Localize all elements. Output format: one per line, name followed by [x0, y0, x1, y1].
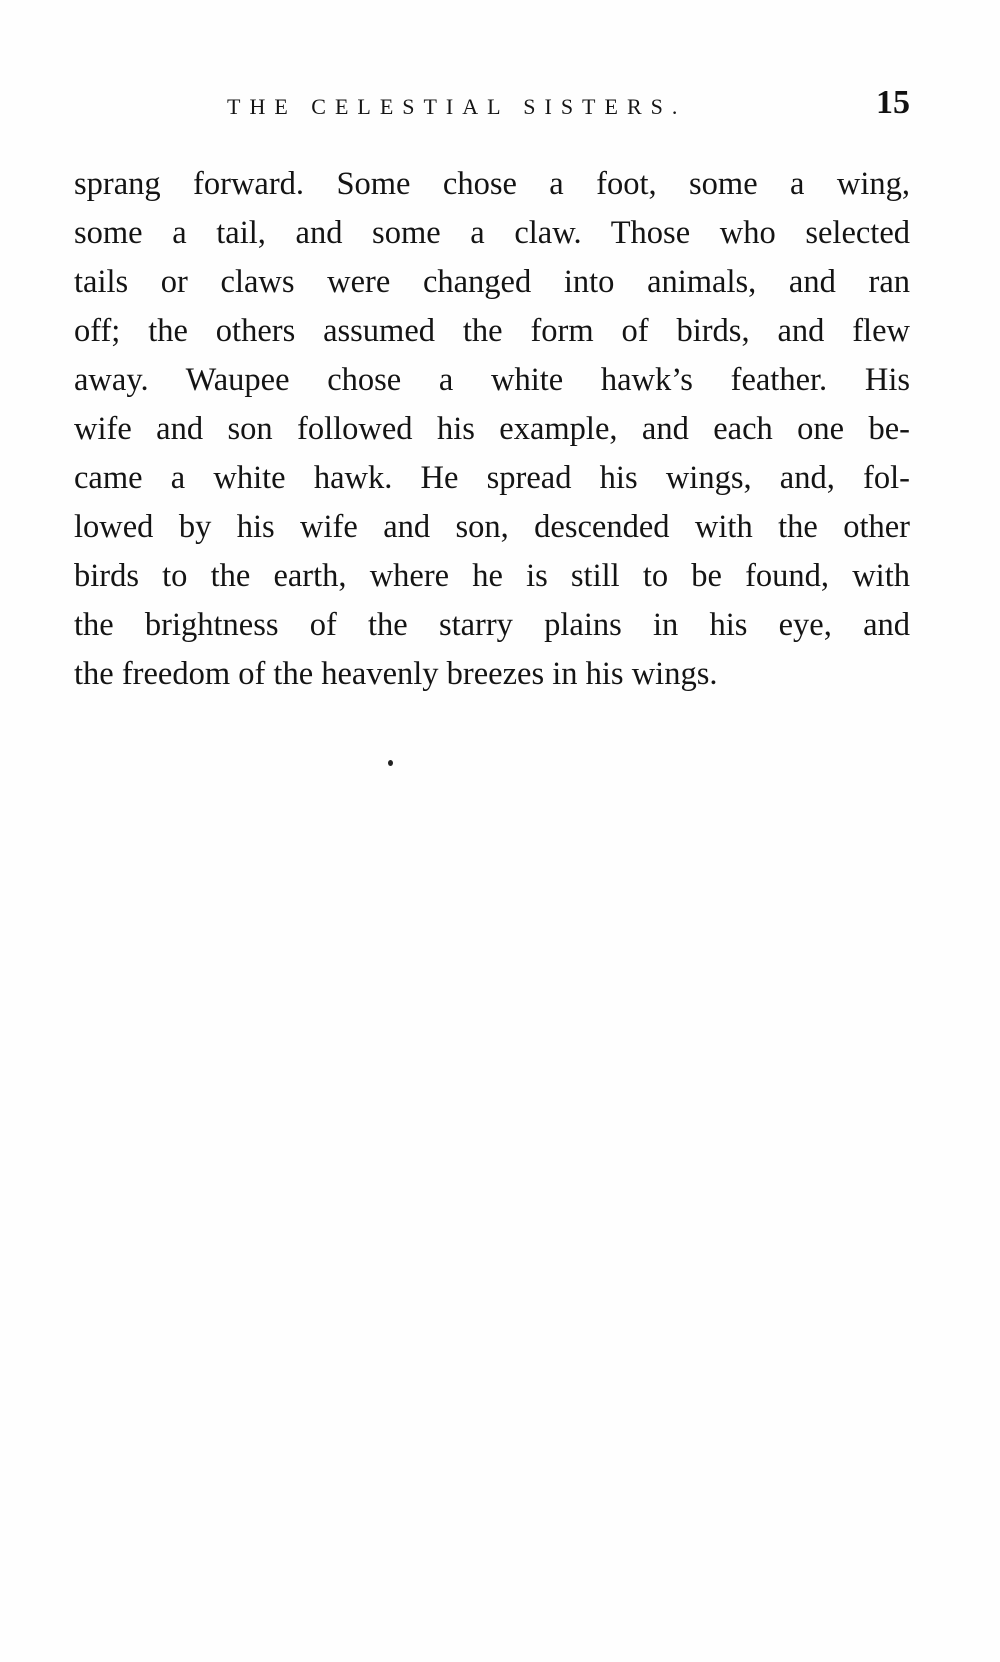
- text-line: some a tail, and some a claw. Those who selected: [74, 215, 910, 251]
- text-line: came a white hawk. He spread his wings, and, fol-: [74, 460, 910, 496]
- text-line: birds to the earth, where he is still to be found, with: [74, 558, 910, 594]
- text-line: away. Waupee chose a white hawk’s feather. His: [74, 362, 910, 398]
- text-line: wife and son followed his example, and each one be-: [74, 411, 910, 447]
- running-title: THE CELESTIAL SISTERS.: [227, 94, 687, 119]
- page-number: 15: [876, 84, 910, 121]
- text-line: lowed by his wife and son, descended with the other: [74, 509, 910, 545]
- ink-speck: [388, 760, 393, 766]
- text-line: sprang forward. Some chose a foot, some a wing,: [74, 166, 910, 202]
- text-line: off; the others assumed the form of birds, and flew: [74, 313, 910, 349]
- text-line: tails or claws were changed into animals, and ran: [74, 264, 910, 300]
- text-line: the freedom of the heavenly breezes in his wings.: [74, 656, 718, 692]
- text-line: the brightness of the starry plains in his eye, and: [74, 607, 910, 643]
- running-head: [72, 84, 910, 124]
- body-text: [74, 160, 910, 699]
